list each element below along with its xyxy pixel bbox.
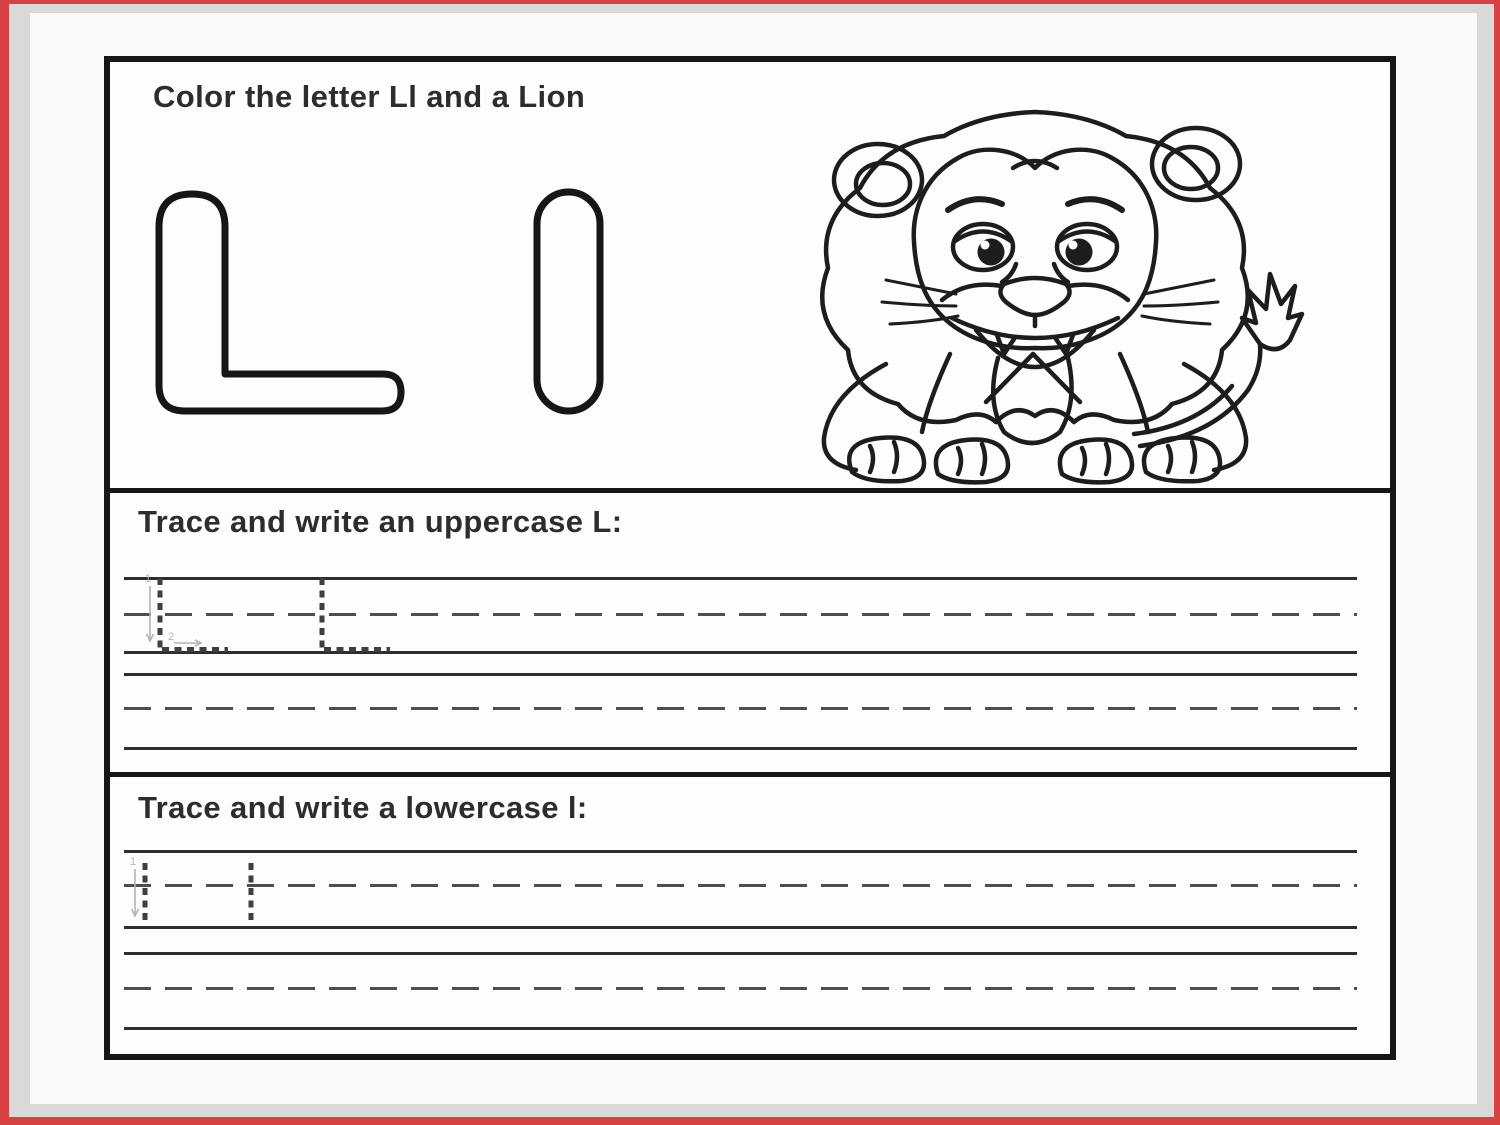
worksheet-card <box>104 56 1396 1060</box>
guide-mid-dashed-line <box>124 707 1357 710</box>
trace-letter-l-1 <box>130 855 172 931</box>
stroke-hint-2: 2 <box>168 631 175 643</box>
guide-mid-dashed-line <box>124 884 1357 887</box>
uppercase-writing-lines-1 <box>124 570 1357 658</box>
lion-illustration <box>790 102 1310 486</box>
lion-ear-left <box>834 144 922 216</box>
color-instruction: Color the letter Ll and a Lion <box>153 79 586 114</box>
lowercase-writing-lines-2 <box>124 947 1357 1031</box>
guide-top-line <box>124 850 1357 853</box>
lion-ear-right <box>1152 128 1240 200</box>
guide-mid-dashed-line <box>124 987 1357 990</box>
bubble-letter-lowercase-l <box>533 188 605 416</box>
lion-body <box>824 354 1246 470</box>
stroke-hint-1: 1 <box>145 573 152 585</box>
lion-tail <box>1134 274 1302 446</box>
uppercase-instruction: Trace and write an uppercase L: <box>138 504 623 539</box>
trace-letter-L-1 <box>144 570 236 658</box>
lion-eyebrow-left <box>948 199 1002 210</box>
guide-base-line <box>124 926 1357 929</box>
lion-whiskers-right <box>1142 280 1218 324</box>
guide-top-line <box>124 673 1357 676</box>
guide-top-line <box>124 952 1357 955</box>
lowercase-trace-section <box>110 772 1390 1054</box>
lowercase-writing-lines-1 <box>124 843 1357 933</box>
lion-nose <box>1000 264 1069 326</box>
lowercase-instruction: Trace and write a lowercase l: <box>138 790 588 825</box>
lion-chest-fur <box>986 354 1080 402</box>
lion-eye-right <box>1057 224 1117 270</box>
uppercase-trace-section <box>110 488 1390 777</box>
trace-letter-L-2 <box>306 570 398 658</box>
lion-mane <box>822 112 1248 422</box>
trace-letter-l-2 <box>236 855 278 931</box>
stroke-hint-1: 1 <box>130 856 137 868</box>
guide-base-line <box>124 747 1357 750</box>
lion-eye-left <box>953 224 1013 270</box>
lion-whiskers-left <box>882 280 958 324</box>
color-section <box>110 62 1390 488</box>
lion-cheek-right <box>1068 285 1128 300</box>
uppercase-writing-lines-2 <box>124 668 1357 752</box>
guide-base-line <box>124 1027 1357 1030</box>
lion-eyebrow-right <box>1068 199 1122 210</box>
bubble-letter-uppercase-L <box>154 190 410 418</box>
